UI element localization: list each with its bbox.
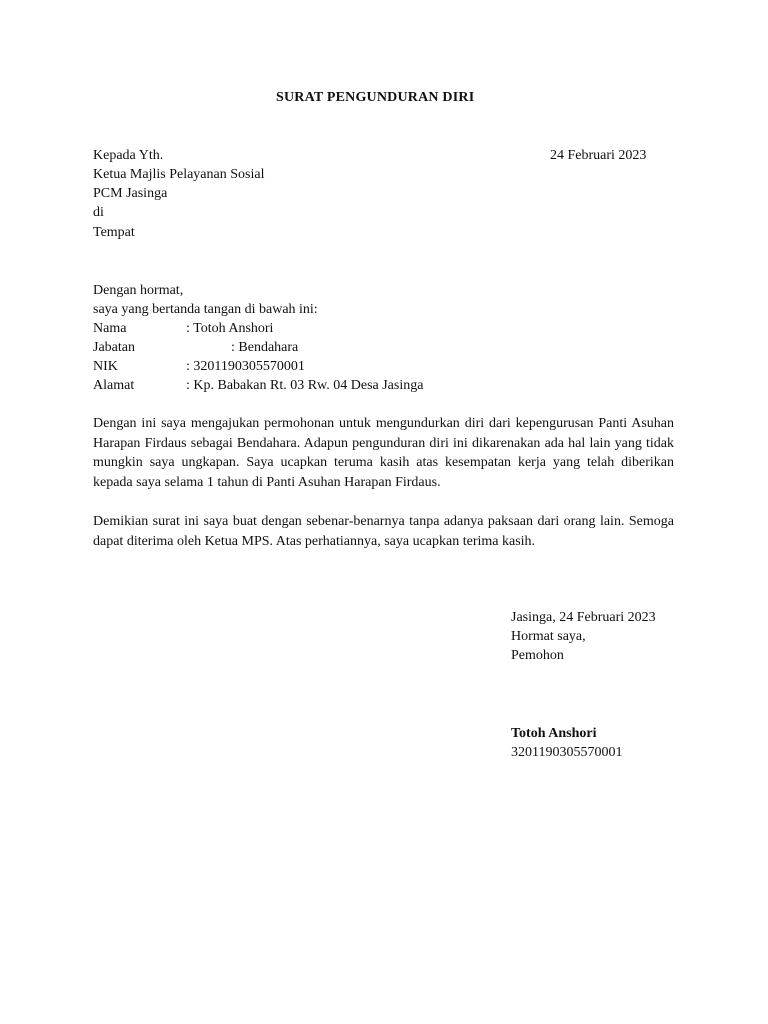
identity-row-nik [93,357,305,376]
closing-role: Pemohon [511,648,564,663]
identity-row-alamat [93,376,423,395]
recipient-line: di [93,205,104,220]
body-paragraph: Dengan ini saya mengajukan permohonan untuk mengundurkan diri dari kepengurusan Panti Asuhan Harapan Firdaus sebagai Bendahara. Adapun pengunduran diri ini dikarenakan ada hal lain yang tidak mungkin saya ungkapan. Saya ucapkan teruma kasih atas kesempatan kerja yang telah diberikan kepada saya selama 1 tahun di Panti Asuhan Harapan Firdaus. [93,416,674,490]
recipient-line: Kepada Yth. [93,148,164,163]
letter-date: 24 Februari 2023 [550,148,647,163]
identity-label: Nama [93,321,127,336]
identity-row-nama [93,319,273,338]
letter-title: SURAT PENGUNDURAN DIRI [276,90,475,105]
identity-label: Jabatan [93,340,135,355]
identity-value: : Bendahara [231,340,299,355]
identity-value: : 3201190305570001 [186,359,305,374]
signer-name: Totoh Anshori [511,726,597,741]
recipient-line: Ketua Majlis Pelayanan Sosial [93,167,265,182]
signer-nik: 3201190305570001 [511,745,623,760]
closing-regards: Hormat saya, [511,629,586,644]
body-paragraph: Demikian surat ini saya buat dengan sebenar-benarnya tanpa adanya paksaan dari orang lain. Semoga dapat diterima oleh Ketua MPS. Atas perhatiannya, saya ucapkan terima kasih. [93,514,674,549]
identity-row-jabatan [93,338,298,357]
recipient-line: Tempat [93,225,135,240]
identity-value: : Totoh Anshori [186,321,274,336]
greeting: Dengan hormat, [93,283,184,298]
identity-value: : Kp. Babakan Rt. 03 Rw. 04 Desa Jasinga [186,378,424,393]
intro-line: saya yang bertanda tangan di bawah ini: [93,302,318,317]
identity-label: NIK [93,359,118,374]
identity-label: Alamat [93,378,135,393]
closing-place-date: Jasinga, 24 Februari 2023 [511,610,656,625]
recipient-line: PCM Jasinga [93,186,168,201]
